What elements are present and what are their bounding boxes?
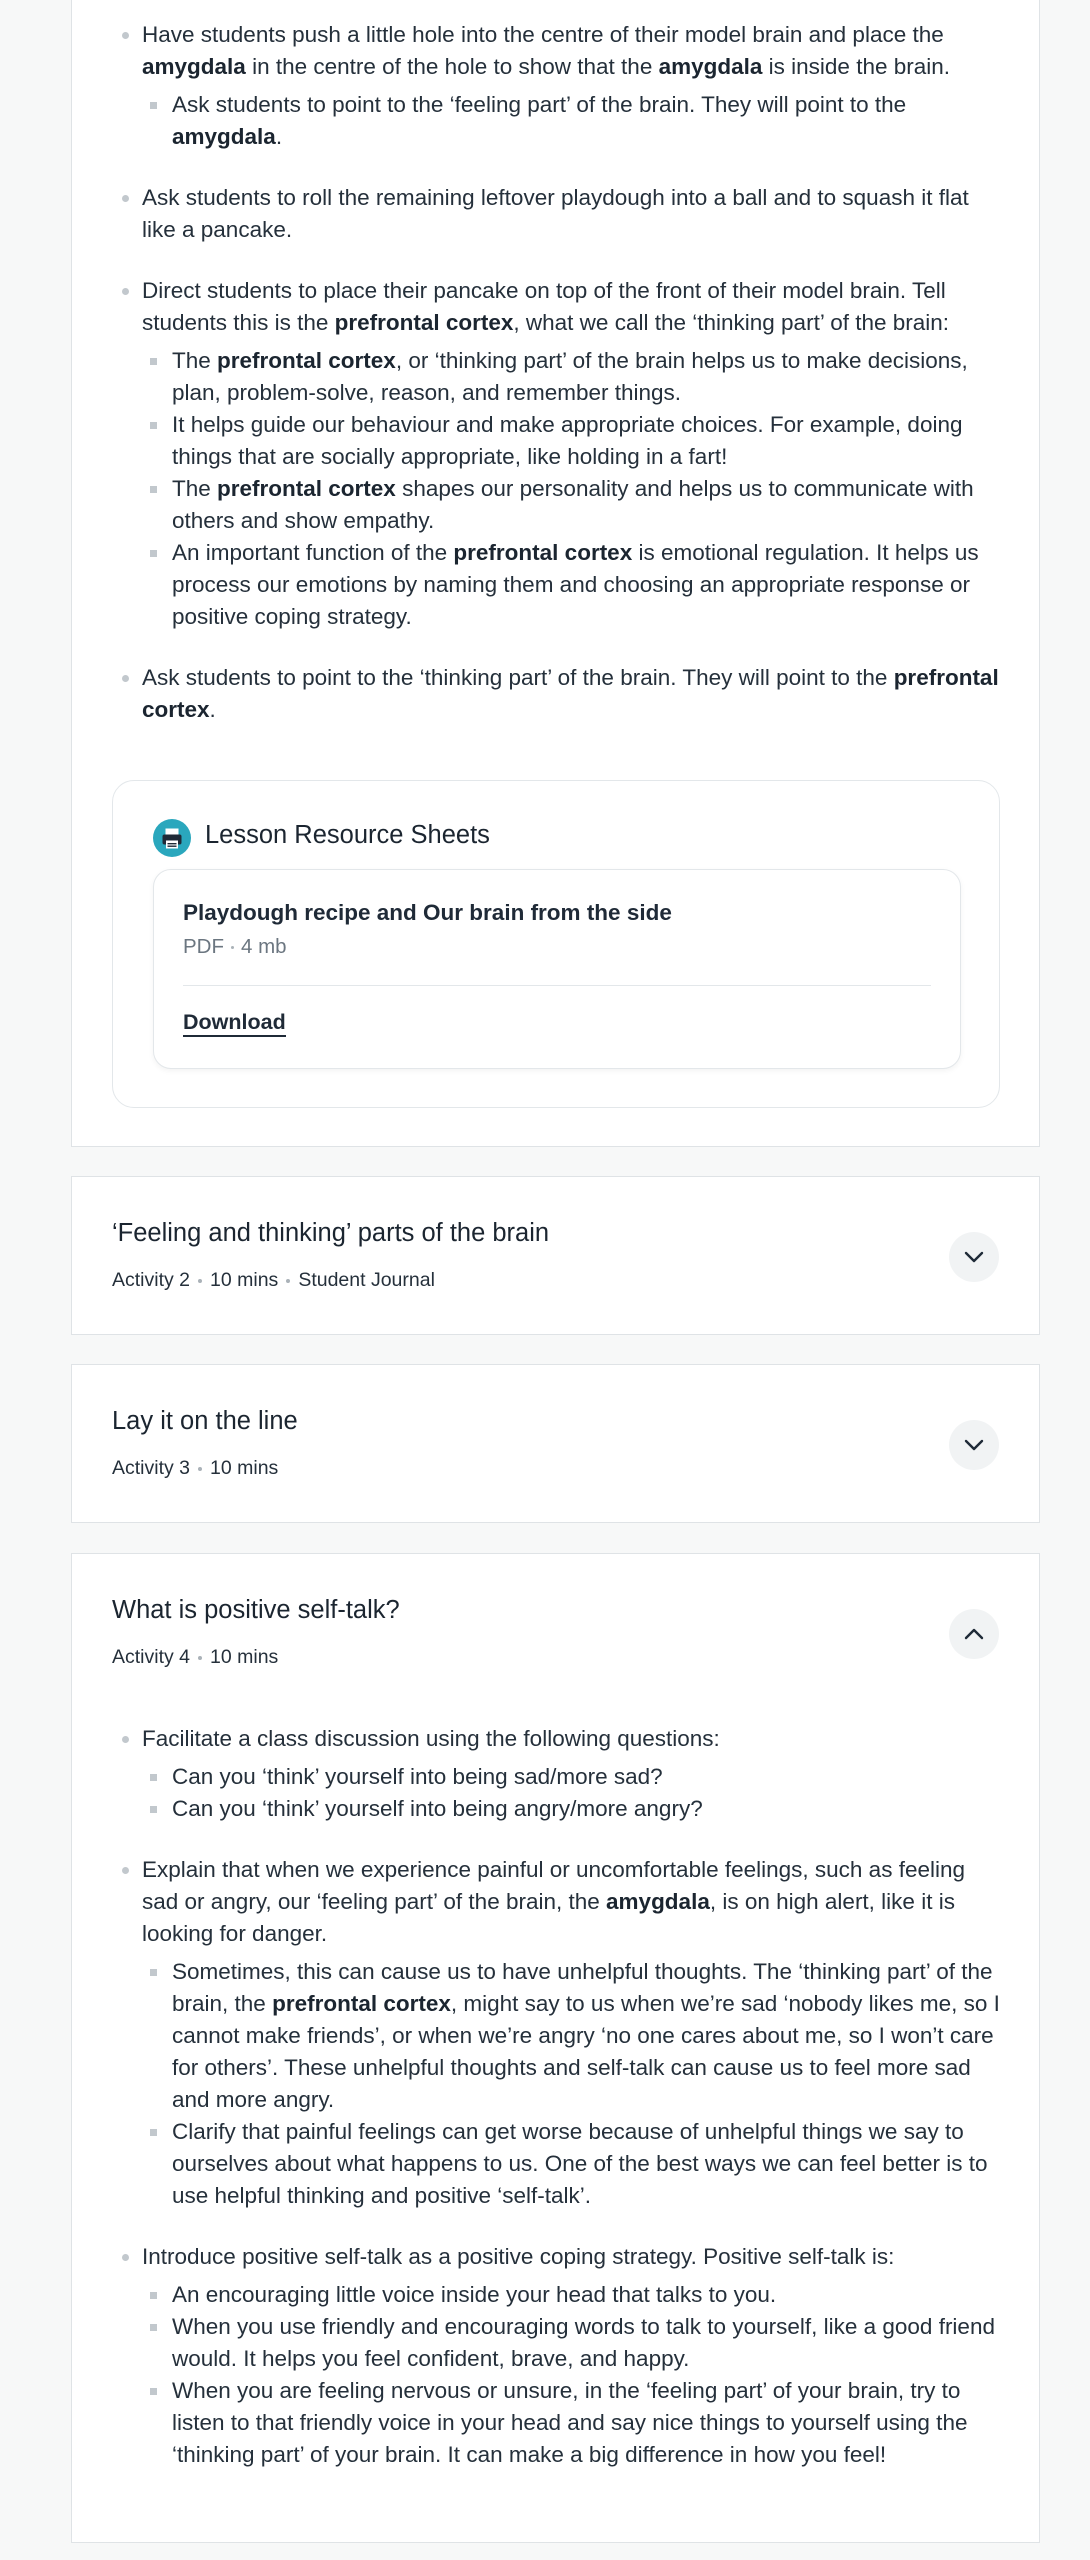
expand-toggle-button[interactable] bbox=[949, 1420, 999, 1470]
activity-duration: 10 mins bbox=[210, 1646, 279, 1668]
sub-list-item: The prefrontal cortex shapes our personality and helps us to communicate with others and show empathy. bbox=[142, 473, 1001, 537]
resource-file-type: PDF bbox=[183, 935, 224, 958]
list-item-text: Ask students to roll the remaining leftover playdough into a ball and to squash it flat like a pancake. bbox=[142, 185, 969, 242]
list-item bbox=[72, 1854, 1039, 2212]
activity-number: Activity 3 bbox=[112, 1457, 191, 1479]
resource-file-name: Playdough recipe and Our brain from the side bbox=[183, 900, 672, 925]
sub-list bbox=[142, 1761, 1001, 1825]
chevron-up-icon bbox=[964, 1628, 984, 1640]
list-item bbox=[72, 2241, 1039, 2471]
accordion-activity-3[interactable] bbox=[71, 1364, 1040, 1523]
accordion-meta bbox=[112, 1646, 278, 1669]
sub-list-item: Ask students to point to the ‘feeling part’ of the brain. They will point to the amygdala. bbox=[142, 89, 1001, 153]
activity-number: Activity 2 bbox=[112, 1269, 191, 1291]
separator-dot bbox=[286, 1279, 290, 1283]
sub-list-item: Can you ‘think’ yourself into being angry/more angry? bbox=[142, 1793, 1001, 1825]
sub-list-item: Clarify that painful feelings can get worse because of unhelpful things we say to ourselves about what happens to us. One of the best ways we can feel better is to use helpful thinking and positive ‘self-talk’. bbox=[142, 2116, 1001, 2212]
list-item-text: Have students push a little hole into the centre of their model brain and place the amygdala in the centre of the hole to show that the amygdala is inside the brain. bbox=[142, 22, 951, 79]
separator-dot bbox=[198, 1279, 202, 1283]
list-item bbox=[72, 275, 1039, 633]
separator-dot bbox=[231, 946, 234, 949]
resource-file-meta bbox=[183, 935, 287, 959]
chevron-down-icon bbox=[964, 1251, 984, 1263]
sub-list bbox=[142, 89, 1001, 153]
accordion-title[interactable]: What is positive self-talk? bbox=[112, 1596, 400, 1624]
list-item-text: Introduce positive self-talk as a positive coping strategy. Positive self-talk is: bbox=[142, 2244, 895, 2269]
list-item bbox=[72, 19, 1039, 153]
sub-list-item: Sometimes, this can cause us to have unhelpful thoughts. The ‘thinking part’ of the brain, the prefrontal cortex, might say to us when we’re sad ‘nobody likes me, so I cannot make friends’, or when we’re angry ‘no one cares about me, so I won’t care for others’. These unhelpful thoughts and self-talk can cause us to feel more sad and more angry. bbox=[142, 1956, 1001, 2116]
sub-list-item: When you are feeling nervous or unsure, in the ‘feeling part’ of your brain, try to listen to that friendly voice in your head and say nice things to yourself using the ‘thinking part’ of your brain. It can make a big difference in how you feel! bbox=[142, 2375, 1001, 2471]
list-item-text: Direct students to place their pancake on top of the front of their model brain. Tell students this is the prefrontal cortex, what we call the ‘thinking part’ of the brain: bbox=[142, 278, 950, 335]
accordion-meta bbox=[112, 1457, 278, 1480]
accordion-activity-4 bbox=[71, 1553, 1040, 2543]
expand-toggle-button[interactable] bbox=[949, 1232, 999, 1282]
sub-list bbox=[142, 2279, 1001, 2471]
list-item bbox=[72, 662, 1039, 726]
printer-icon bbox=[153, 819, 191, 857]
list-item-text: Ask students to point to the ‘thinking part’ of the brain. They will point to the prefrontal cortex. bbox=[142, 665, 999, 722]
activity-resource: Student Journal bbox=[298, 1269, 435, 1291]
activity-duration: 10 mins bbox=[210, 1457, 279, 1479]
collapse-toggle-button[interactable] bbox=[949, 1609, 999, 1659]
resource-file-card bbox=[153, 869, 961, 1069]
list-item-text: Facilitate a class discussion using the following questions: bbox=[142, 1726, 720, 1751]
chevron-down-icon bbox=[964, 1439, 984, 1451]
lesson-resources-box bbox=[112, 780, 1000, 1108]
activity-number: Activity 4 bbox=[112, 1646, 191, 1668]
accordion-activity-2[interactable] bbox=[71, 1176, 1040, 1335]
sub-list-item: The prefrontal cortex, or ‘thinking part’ of the brain helps us to make decisions, plan, problem-solve, reason, and remember things. bbox=[142, 345, 1001, 409]
sub-list-item: When you use friendly and encouraging words to talk to yourself, like a good friend would. It helps you feel confident, brave, and happy. bbox=[142, 2311, 1001, 2375]
resources-title: Lesson Resource Sheets bbox=[205, 821, 490, 849]
list-item-text: Explain that when we experience painful or uncomfortable feelings, such as feeling sad or angry, our ‘feeling part’ of the brain, the amygdala, is on high alert, like it is looking for danger. bbox=[142, 1857, 965, 1946]
sub-list-item: An encouraging little voice inside your head that talks to you. bbox=[142, 2279, 1001, 2311]
list-item bbox=[72, 1723, 1039, 1825]
activity-1-list bbox=[72, 19, 1039, 726]
accordion-title[interactable]: ‘Feeling and thinking’ parts of the brain bbox=[112, 1219, 550, 1247]
activity-duration: 10 mins bbox=[210, 1269, 279, 1291]
sub-list-item: It helps guide our behaviour and make appropriate choices. For example, doing things that are socially appropriate, like holding in a fart! bbox=[142, 409, 1001, 473]
separator-dot bbox=[198, 1467, 202, 1471]
sub-list-item: An important function of the prefrontal cortex is emotional regulation. It helps us process our emotions by naming them and choosing an appropriate response or positive coping strategy. bbox=[142, 537, 1001, 633]
divider bbox=[183, 985, 931, 986]
activity-1-card bbox=[71, 0, 1040, 1147]
list-item bbox=[72, 182, 1039, 246]
activity-4-list bbox=[72, 1723, 1039, 2471]
sub-list-item: Can you ‘think’ yourself into being sad/more sad? bbox=[142, 1761, 1001, 1793]
resource-file-size: 4 mb bbox=[241, 935, 287, 958]
sub-list bbox=[142, 345, 1001, 633]
accordion-meta bbox=[112, 1269, 435, 1292]
sub-list bbox=[142, 1956, 1001, 2212]
accordion-title[interactable]: Lay it on the line bbox=[112, 1407, 298, 1435]
separator-dot bbox=[198, 1656, 202, 1660]
download-link[interactable]: Download bbox=[183, 1009, 286, 1037]
